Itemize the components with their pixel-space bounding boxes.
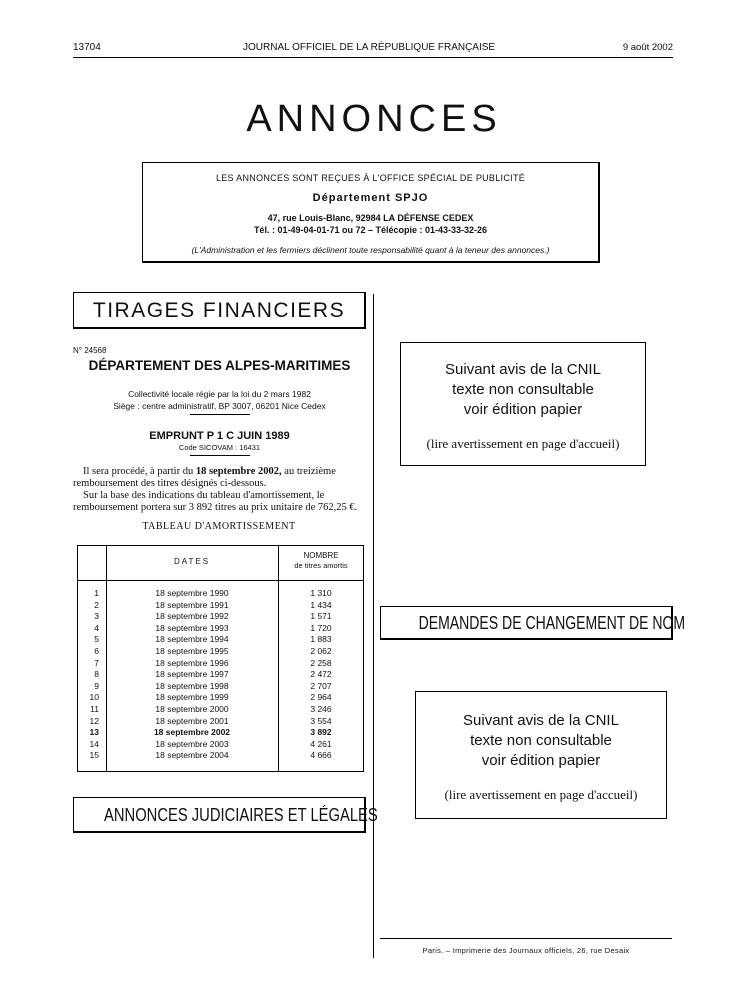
footer-rule (380, 938, 672, 939)
row-date: 18 septembre 2004 (155, 750, 229, 761)
column-divider (373, 294, 374, 958)
row-count: 1 720 (310, 622, 332, 633)
table-row (77, 727, 364, 739)
notice-address: 47, rue Louis-Blanc, 92984 LA DÉFENSE CEDEX (267, 213, 474, 223)
header-rule (73, 57, 673, 58)
section-annonces-judiciaires: ANNONCES JUDICIAIRES ET LÉGALES (73, 797, 366, 833)
table-row (77, 704, 364, 716)
row-date: 18 septembre 1995 (155, 646, 229, 656)
row-count: 3 246 (310, 704, 332, 714)
cnil-note: (lire avertissement en page d'accueil) (444, 787, 638, 802)
cnil-line-1: Suivant avis de la CNIL (445, 361, 601, 378)
row-number: 14 (89, 738, 99, 749)
row-date: 18 septembre 1993 (155, 622, 229, 633)
table-row (77, 739, 364, 751)
row-number: 2 (94, 599, 99, 610)
notice-phone: Tél. : 01-49-04-01-71 ou 72 – Télécopie : 01-43-33-32-26 (253, 225, 488, 235)
table-row (77, 681, 364, 693)
announcement-siege: Siège : centre administratif, BP 3007, 06201 Nice Cedex (113, 401, 326, 411)
column-header-dates: DATES (173, 557, 211, 566)
row-number: 9 (94, 680, 99, 691)
column-header-nombre: NOMBRE (303, 551, 339, 560)
row-date: 18 septembre 1991 (155, 599, 229, 610)
row-count: 2 258 (310, 657, 332, 668)
page-number: 13704 (73, 42, 101, 53)
row-count: 2 964 (310, 692, 332, 703)
row-number: 8 (94, 669, 99, 680)
row-date: 18 septembre 1999 (155, 692, 229, 703)
row-date: 18 septembre 1990 (155, 588, 229, 598)
row-count: 2 472 (310, 669, 332, 680)
row-count: 3 892 (310, 727, 332, 738)
section-tirages-financiers: TIRAGES FINANCIERS (73, 292, 366, 329)
row-count: 1 883 (310, 634, 332, 645)
row-number: 11 (90, 704, 99, 714)
notice-department: Département SPJO (312, 192, 429, 204)
row-number: 4 (94, 622, 99, 633)
row-number: 12 (89, 715, 99, 726)
row-count: 2 062 (310, 646, 332, 656)
table-row (77, 750, 364, 762)
announcement-paragraph-1: Il sera procédé, à partir du 18 septembre 2002, au treizième remboursement des titres désignés ci-dessous. Sur la base des indications du tableau d'amortissement, le remboursement portera sur 3 892 titres au prix unitaire de 762,25 €. (73, 466, 358, 513)
announcement-collectivite: Collectivité locale régie par la loi du 2 mars 1982 (128, 389, 311, 399)
table-row (77, 600, 364, 612)
notice-disclaimer: (L'Administration et les fermiers déclinent toute responsabilité quant à la teneur des annonces.) (191, 245, 550, 255)
table-title: TABLEAU D'AMORTISSEMENT (142, 521, 296, 532)
row-number: 13 (89, 727, 99, 738)
cnil-line-3: voir édition papier (463, 401, 583, 418)
row-number: 5 (94, 634, 99, 645)
row-number: 7 (94, 657, 99, 668)
row-number: 10 (89, 692, 99, 703)
announcement-code: Code SICOVAM : 16431 (178, 443, 261, 452)
row-date: 18 septembre 1994 (155, 634, 229, 645)
section-changement-de-nom: DEMANDES DE CHANGEMENT DE NOM (380, 606, 673, 640)
printer-footer: Paris. – Imprimerie des Journaux officiels, 26, rue Desaix (422, 946, 630, 955)
cnil-note: (lire avertissement en page d'accueil) (426, 436, 620, 451)
cnil-notice-box (415, 691, 667, 819)
row-count: 4 261 (310, 738, 332, 749)
row-number: 3 (94, 611, 99, 622)
cnil-notice-box (400, 342, 646, 466)
table-row (77, 692, 364, 704)
cnil-line-2: texte non consultable (452, 381, 594, 398)
row-count: 2 707 (310, 680, 332, 691)
table-row (77, 611, 364, 623)
table-row (77, 634, 364, 646)
table-row (77, 716, 364, 728)
row-date: 18 septembre 1996 (155, 657, 229, 668)
page-title: ANNONCES (246, 98, 502, 140)
row-number: 1 (94, 588, 99, 598)
table-row (77, 669, 364, 681)
table-row (77, 588, 364, 600)
column-header-nombre-sub: de titres amortis (294, 561, 348, 570)
publicity-notice-box (142, 162, 600, 263)
journal-title: JOURNAL OFFICIEL DE LA RÉPUBLIQUE FRANÇAISE (243, 42, 496, 53)
row-count: 4 666 (310, 750, 332, 761)
row-date: 18 septembre 1992 (155, 611, 229, 622)
cnil-line-3: voir édition papier (481, 752, 601, 769)
separator (190, 414, 250, 415)
cnil-line-2: texte non consultable (470, 732, 612, 749)
row-date: 18 septembre 2002 (153, 727, 231, 738)
announcement-emprunt: EMPRUNT P 1 C JUIN 1989 (149, 430, 290, 442)
table-row (77, 658, 364, 670)
table-row (77, 646, 364, 658)
row-count: 1 310 (310, 588, 332, 598)
row-date: 18 septembre 2001 (155, 715, 229, 726)
announcement-number: N° 24568 (73, 346, 107, 355)
row-number: 6 (94, 646, 99, 656)
row-date: 18 septembre 1997 (155, 669, 229, 680)
cnil-line-1: Suivant avis de la CNIL (463, 712, 619, 729)
row-number: 15 (89, 750, 99, 761)
row-count: 1 434 (310, 599, 332, 610)
separator (190, 455, 250, 456)
row-date: 18 septembre 2003 (155, 738, 229, 749)
announcement-department: DÉPARTEMENT DES ALPES-MARITIMES (88, 358, 351, 373)
table-row (77, 623, 364, 635)
row-date: 18 septembre 2000 (155, 704, 229, 714)
row-count: 1 571 (310, 611, 332, 622)
row-date: 18 septembre 1998 (155, 680, 229, 691)
issue-date: 9 août 2002 (622, 42, 673, 53)
table-header-rule (77, 580, 364, 581)
notice-line: LES ANNONCES SONT REÇUES À L'OFFICE SPÉCIAL DE PUBLICITÉ (215, 173, 526, 183)
row-count: 3 554 (310, 715, 332, 726)
